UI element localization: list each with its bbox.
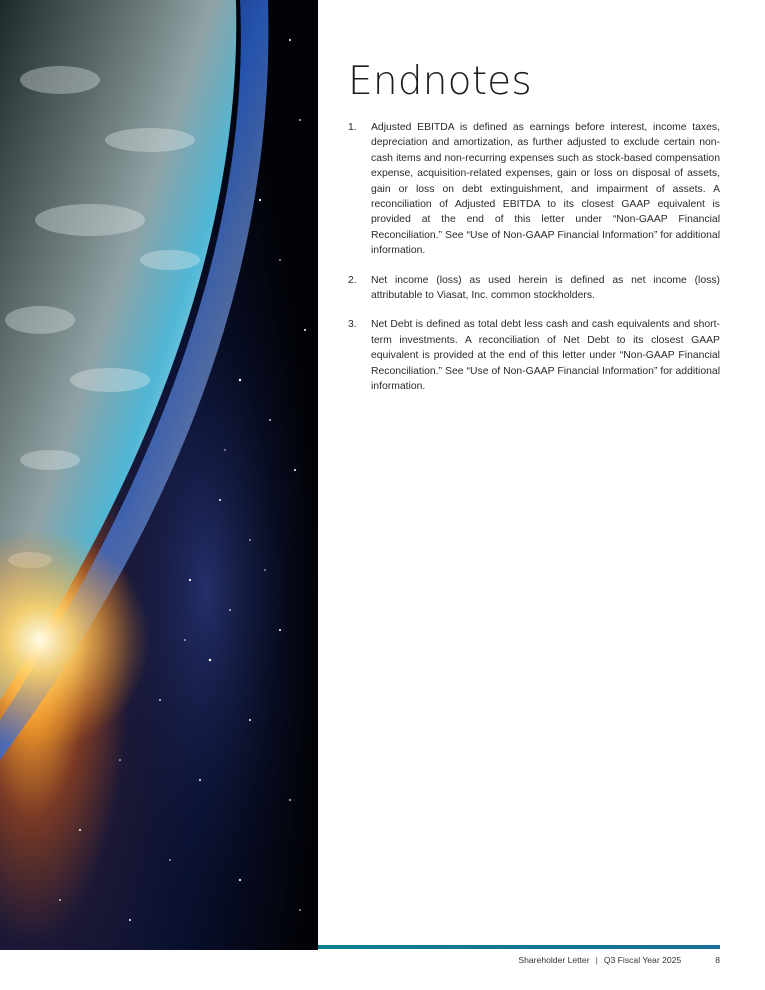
endnote-number: 3. [348, 319, 357, 331]
endnote-text: Net income (loss) as used herein is defined as net income (loss) attributable to Viasat, Inc. common stockholders. [371, 274, 720, 302]
page-number: 8 [715, 955, 720, 965]
page-footer [518, 955, 720, 965]
footer-document-name: Shareholder Letter [518, 955, 590, 965]
footer-period: Q3 Fiscal Year 2025 [603, 955, 682, 965]
endnotes-section [348, 58, 720, 409]
footer-separator: | [595, 955, 598, 965]
endnote-number: 2. [348, 274, 357, 286]
page-title: Endnotes [348, 59, 532, 104]
earth-from-space-image [0, 0, 318, 950]
endnote-item [348, 273, 720, 304]
endnote-item [348, 120, 720, 259]
endnote-number: 1. [348, 122, 357, 133]
endnote-item [348, 317, 720, 394]
endnote-text: Adjusted EBITDA is defined as earnings before interest, income taxes, depreciation and amortization, as further adjusted to exclude certain non-cash items and non-recurring expenses such as stock-based compensation expense, acquisition-related expenses, gain or loss on disposal of assets, gain or loss on debt extinguishment, and impairment of assets. A reconciliation of Adjusted EBITDA to its closest GAAP equivalent is provided at the end of this letter under “Non-GAAP Financial Reconciliation.” See “Use of Non-GAAP Financial Information” for additional information. [371, 122, 720, 257]
footer-accent-rule [318, 945, 720, 949]
endnotes-list [348, 120, 720, 395]
endnote-text: Net Debt is defined as total debt less cash and cash equivalents and short-term investments. A reconciliation of Net Debt to its closest GAAP equivalent is provided at the end of this letter under “Non-GAAP Financial Reconciliation.” See “Use of Non-GAAP Financial Information” for additional information. [371, 319, 720, 393]
